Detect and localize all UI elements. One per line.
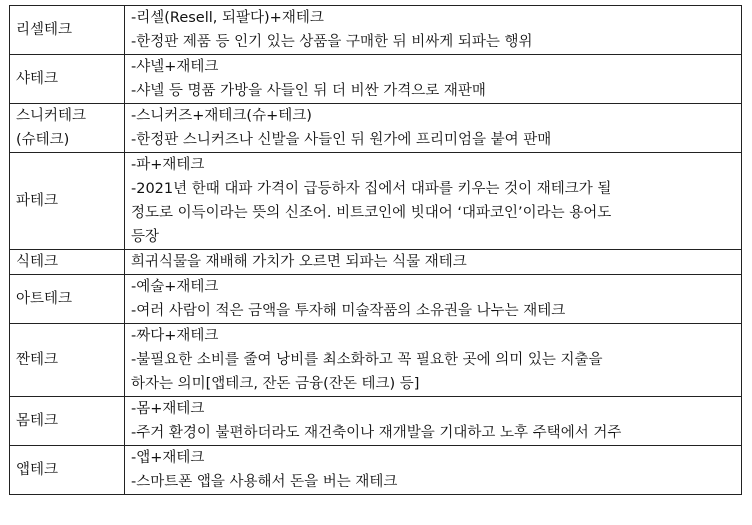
description-cell (125, 104, 742, 153)
description-line: 정도로 이득이라는 뜻의 신조어. 비트코인에 빗대어 ‘대파코인’이라는 용어도 (131, 205, 612, 221)
description-line: -리셀(Resell, 되팔다)+재테크 (131, 10, 324, 26)
description-line: -여러 사람이 적은 금액을 투자해 미술작품의 소유권을 나누는 재테크 (131, 303, 566, 319)
term-label: 몸테크 (16, 413, 59, 429)
term-label: 파테크 (16, 193, 59, 209)
description-line: -짜다+재테크 (131, 328, 219, 344)
table-row (10, 446, 742, 495)
description-line: -한정판 제품 등 인기 있는 상품을 구매한 뒤 비싸게 되파는 행위 (131, 34, 533, 50)
table-row (10, 153, 742, 250)
description-line: -불필요한 소비를 줄여 낭비를 최소화하고 꼭 필요한 곳에 의미 있는 지출을 (131, 352, 603, 368)
description-cell (125, 397, 742, 446)
term-cell (10, 446, 125, 495)
term-cell (10, 275, 125, 324)
description-line: 희귀식물을 재배해 가치가 오르면 되파는 식물 재테크 (131, 254, 467, 270)
term-label: 리셀테크 (16, 22, 73, 38)
term-cell (10, 6, 125, 55)
term-cell (10, 153, 125, 250)
description-line: -앱+재테크 (131, 450, 205, 466)
term-label: 앱테크 (16, 462, 59, 478)
term-label: (슈테크) (16, 132, 70, 148)
description-line: -주거 환경이 불편하더라도 재건축이나 재개발을 기대하고 노후 주택에서 거주 (131, 425, 622, 441)
table-row (10, 104, 742, 153)
term-label: 스니커테크 (16, 108, 87, 124)
table-row (10, 397, 742, 446)
description-cell (125, 324, 742, 397)
description-line: 하자는 의미[앱테크, 잔돈 금융(잔돈 테크) 등] (131, 376, 420, 392)
description-cell (125, 250, 742, 275)
term-label: 샤테크 (16, 71, 59, 87)
description-cell (125, 446, 742, 495)
description-line: -몸+재테크 (131, 401, 205, 417)
table-row (10, 55, 742, 104)
terms-table-body (10, 6, 742, 495)
table-row (10, 250, 742, 275)
term-cell (10, 324, 125, 397)
term-cell (10, 55, 125, 104)
description-line: -2021년 한때 대파 가격이 급등하자 집에서 대파를 키우는 것이 재테크가 될 (131, 181, 612, 197)
table-row (10, 324, 742, 397)
description-cell (125, 153, 742, 250)
term-label: 식테크 (16, 254, 59, 270)
term-label: 아트테크 (16, 291, 73, 307)
description-cell (125, 6, 742, 55)
description-line: -파+재테크 (131, 157, 205, 173)
terms-table (9, 5, 742, 495)
description-line: -스니커즈+재테크(슈+테크) (131, 108, 312, 124)
description-cell (125, 275, 742, 324)
description-line: -한정판 스니커즈나 신발을 사들인 뒤 원가에 프리미엄을 붙여 판매 (131, 132, 552, 148)
description-line: -스마트폰 앱을 사용해서 돈을 버는 재테크 (131, 474, 398, 490)
term-cell (10, 397, 125, 446)
table-row (10, 275, 742, 324)
description-line: -샤넬 등 명품 가방을 사들인 뒤 더 비싼 가격으로 재판매 (131, 83, 486, 99)
term-label: 짠테크 (16, 352, 59, 368)
table-row (10, 6, 742, 55)
term-cell (10, 250, 125, 275)
term-cell (10, 104, 125, 153)
description-cell (125, 55, 742, 104)
description-line: -샤넬+재테크 (131, 59, 219, 75)
description-line: 등장 (131, 229, 160, 245)
description-line: -예술+재테크 (131, 279, 219, 295)
